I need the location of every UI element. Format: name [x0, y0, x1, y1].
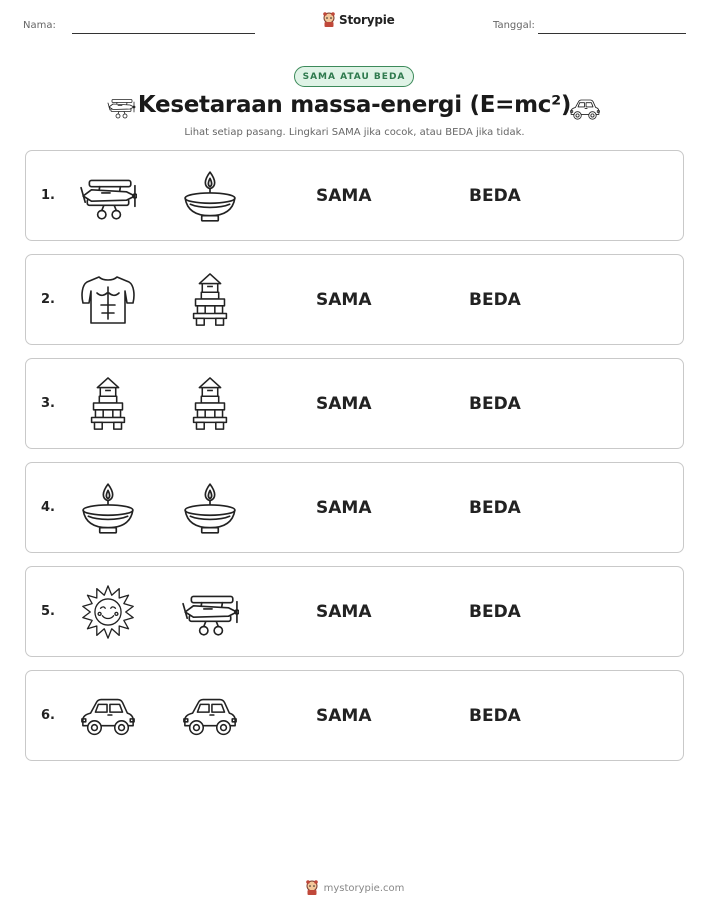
date-label: Tanggal:: [493, 20, 535, 31]
car-icon: [569, 96, 601, 120]
storypie-mascot-icon: [305, 880, 319, 896]
question-row-4: [25, 462, 684, 553]
question-number: 5.: [41, 604, 55, 619]
question-row-3: [25, 358, 684, 449]
footer: [0, 880, 709, 896]
different-option[interactable]: BEDA: [469, 290, 521, 310]
question-number: 4.: [41, 500, 55, 515]
question-number: 3.: [41, 396, 55, 411]
same-option[interactable]: SAMA: [316, 602, 372, 622]
storypie-mascot-icon: [322, 12, 336, 28]
name-line[interactable]: [72, 33, 255, 34]
activity-badge: SAMA ATAU BEDA: [294, 66, 414, 87]
different-option[interactable]: BEDA: [469, 706, 521, 726]
question-number: 1.: [41, 188, 55, 203]
page-title: Kesetaraan massa-energi (E=mc²): [137, 92, 572, 118]
instructions: Lihat setiap pasang. Lingkari SAMA jika cocok, atau BEDA jika tidak.: [184, 127, 525, 138]
block-tower-icon: [181, 272, 239, 328]
oil-lamp-icon: [79, 480, 137, 536]
different-option[interactable]: BEDA: [469, 186, 521, 206]
same-option[interactable]: SAMA: [316, 706, 372, 726]
torso-icon: [79, 272, 137, 328]
name-label: Nama:: [23, 20, 56, 31]
oil-lamp-icon: [181, 168, 239, 224]
question-number: 6.: [41, 708, 55, 723]
same-option[interactable]: SAMA: [316, 290, 372, 310]
brand: [322, 12, 395, 28]
different-option[interactable]: BEDA: [469, 498, 521, 518]
airplane-icon: [181, 584, 239, 640]
question-row-6: [25, 670, 684, 761]
car-icon: [181, 688, 239, 744]
same-option[interactable]: SAMA: [316, 186, 372, 206]
sun-icon: [79, 584, 137, 640]
question-row-5: [25, 566, 684, 657]
same-option[interactable]: SAMA: [316, 498, 372, 518]
question-row-2: [25, 254, 684, 345]
question-number: 2.: [41, 292, 55, 307]
brand-name: Storypie: [339, 13, 395, 27]
different-option[interactable]: BEDA: [469, 394, 521, 414]
date-line[interactable]: [538, 33, 686, 34]
same-option[interactable]: SAMA: [316, 394, 372, 414]
different-option[interactable]: BEDA: [469, 602, 521, 622]
car-icon: [79, 688, 137, 744]
footer-url[interactable]: mystorypie.com: [323, 882, 405, 894]
oil-lamp-icon: [181, 480, 239, 536]
question-row-1: [25, 150, 684, 241]
block-tower-icon: [79, 376, 137, 432]
worksheet-header: [0, 0, 709, 50]
block-tower-icon: [181, 376, 239, 432]
airplane-icon: [79, 168, 137, 224]
